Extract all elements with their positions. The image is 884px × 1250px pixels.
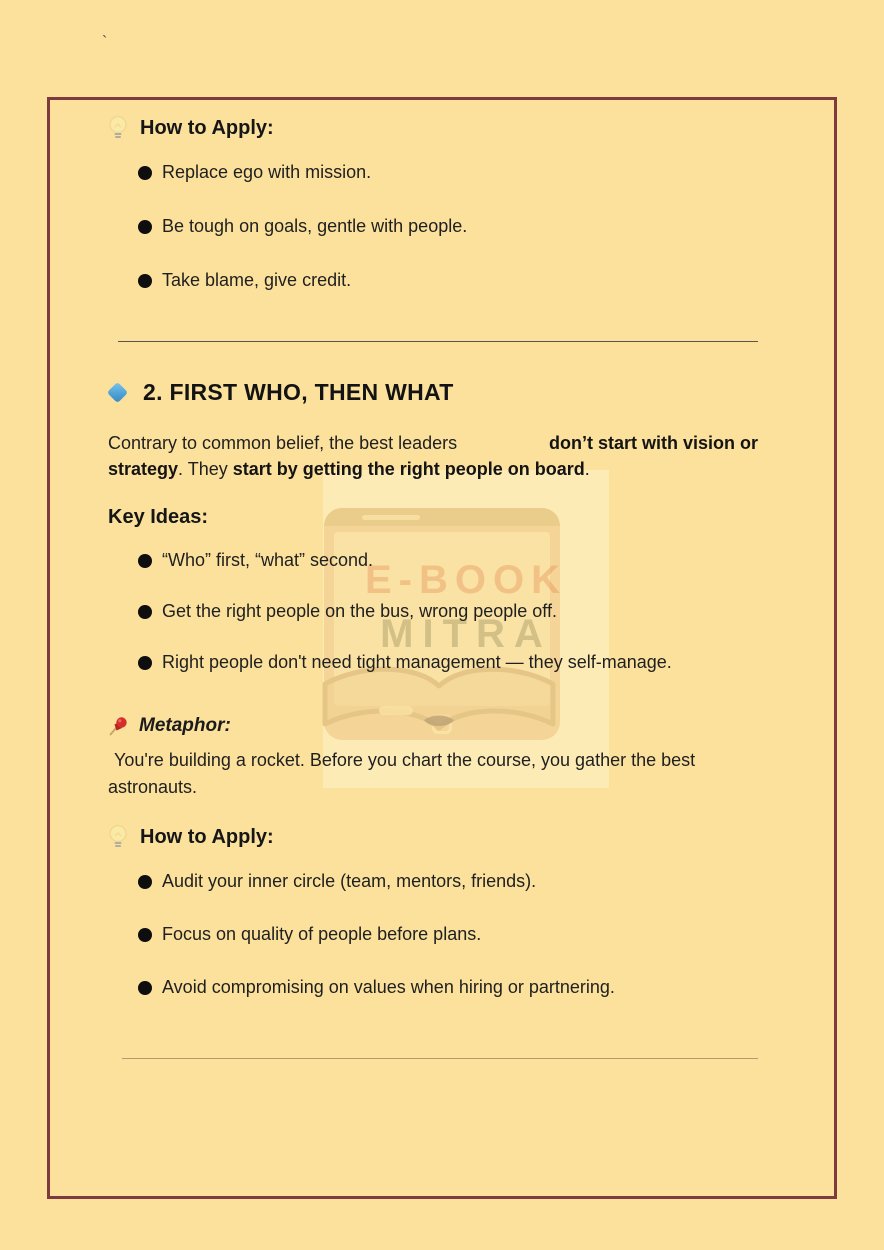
- page-content: [50, 100, 834, 1196]
- intro-text-regular: .: [584, 459, 590, 479]
- list-item: [138, 924, 758, 945]
- stray-backtick-mark: `: [102, 34, 108, 51]
- lightbulb-icon: [108, 824, 128, 850]
- bullet-icon: [138, 220, 152, 234]
- pushpin-icon: [108, 715, 130, 737]
- bullet-icon: [138, 656, 152, 670]
- chapter-heading: 2. FIRST WHO, THEN WHAT: [143, 379, 454, 405]
- list-item-label: Right people don't need tight management — they self-manage.: [162, 652, 672, 672]
- list-item-label: Focus on quality of people before plans.: [162, 924, 482, 944]
- list-item-label: Be tough on goals, gentle with people.: [162, 216, 468, 236]
- list-item: [138, 162, 758, 183]
- list-item: [138, 652, 758, 673]
- intro-text-bold: don’t start with vision or: [548, 433, 758, 453]
- intro-text-bold: start by getting the right people on board: [232, 459, 585, 479]
- list-item: [138, 871, 758, 892]
- apply-list-1: [108, 162, 758, 291]
- chapter-heading-row: [108, 378, 758, 406]
- list-item: [138, 601, 758, 622]
- list-item-label: Audit your inner circle (team, mentors, friends).: [162, 871, 537, 891]
- metaphor-heading-row: [108, 715, 758, 737]
- bullet-icon: [138, 166, 152, 180]
- chapter-intro-paragraph: [108, 430, 758, 482]
- blue-diamond-icon: [107, 381, 128, 402]
- apply-heading-2: How to Apply:: [140, 826, 274, 848]
- list-item-label: Get the right people on the bus, wrong people off.: [162, 601, 557, 621]
- page-frame: [47, 97, 837, 1199]
- section-divider-bottom: [122, 1058, 758, 1059]
- bullet-icon: [138, 928, 152, 942]
- watermark-text-line1: E-BOOK: [365, 558, 567, 602]
- lightbulb-icon: [108, 115, 128, 141]
- apply-list-2: [108, 871, 758, 998]
- section-divider-top: [118, 341, 758, 342]
- list-item: [138, 977, 758, 998]
- apply-heading-1: How to Apply:: [140, 117, 274, 139]
- bullet-icon: [138, 981, 152, 995]
- intro-text-bold: strategy: [108, 459, 179, 479]
- list-item: [138, 550, 758, 571]
- list-item: [138, 270, 758, 291]
- key-ideas-list: [108, 550, 758, 673]
- bullet-icon: [138, 605, 152, 619]
- list-item-label: Replace ego with mission.: [162, 162, 372, 182]
- apply-heading-row-2: [108, 823, 758, 851]
- intro-text-regular: Contrary to common belief, the best leaders: [108, 433, 458, 453]
- bullet-icon: [138, 875, 152, 889]
- metaphor-text: You're building a rocket. Before you chart the course, you gather the best astronauts.: [108, 750, 696, 797]
- watermark-text-line2: MITRA: [380, 612, 552, 656]
- metaphor-heading: Metaphor:: [139, 715, 231, 736]
- bullet-icon: [138, 554, 152, 568]
- bullet-icon: [138, 274, 152, 288]
- list-item-label: Avoid compromising on values when hiring or partnering.: [162, 977, 615, 997]
- key-ideas-heading: Key Ideas:: [108, 506, 209, 528]
- list-item-label: “Who” first, “what” second.: [162, 550, 374, 570]
- intro-text-regular: . They: [178, 459, 233, 479]
- intro-line-2: [108, 456, 758, 482]
- list-item-label: Take blame, give credit.: [162, 270, 352, 290]
- apply-heading-row-1: [108, 114, 758, 142]
- list-item: [138, 216, 758, 237]
- intro-line-1: [108, 430, 758, 456]
